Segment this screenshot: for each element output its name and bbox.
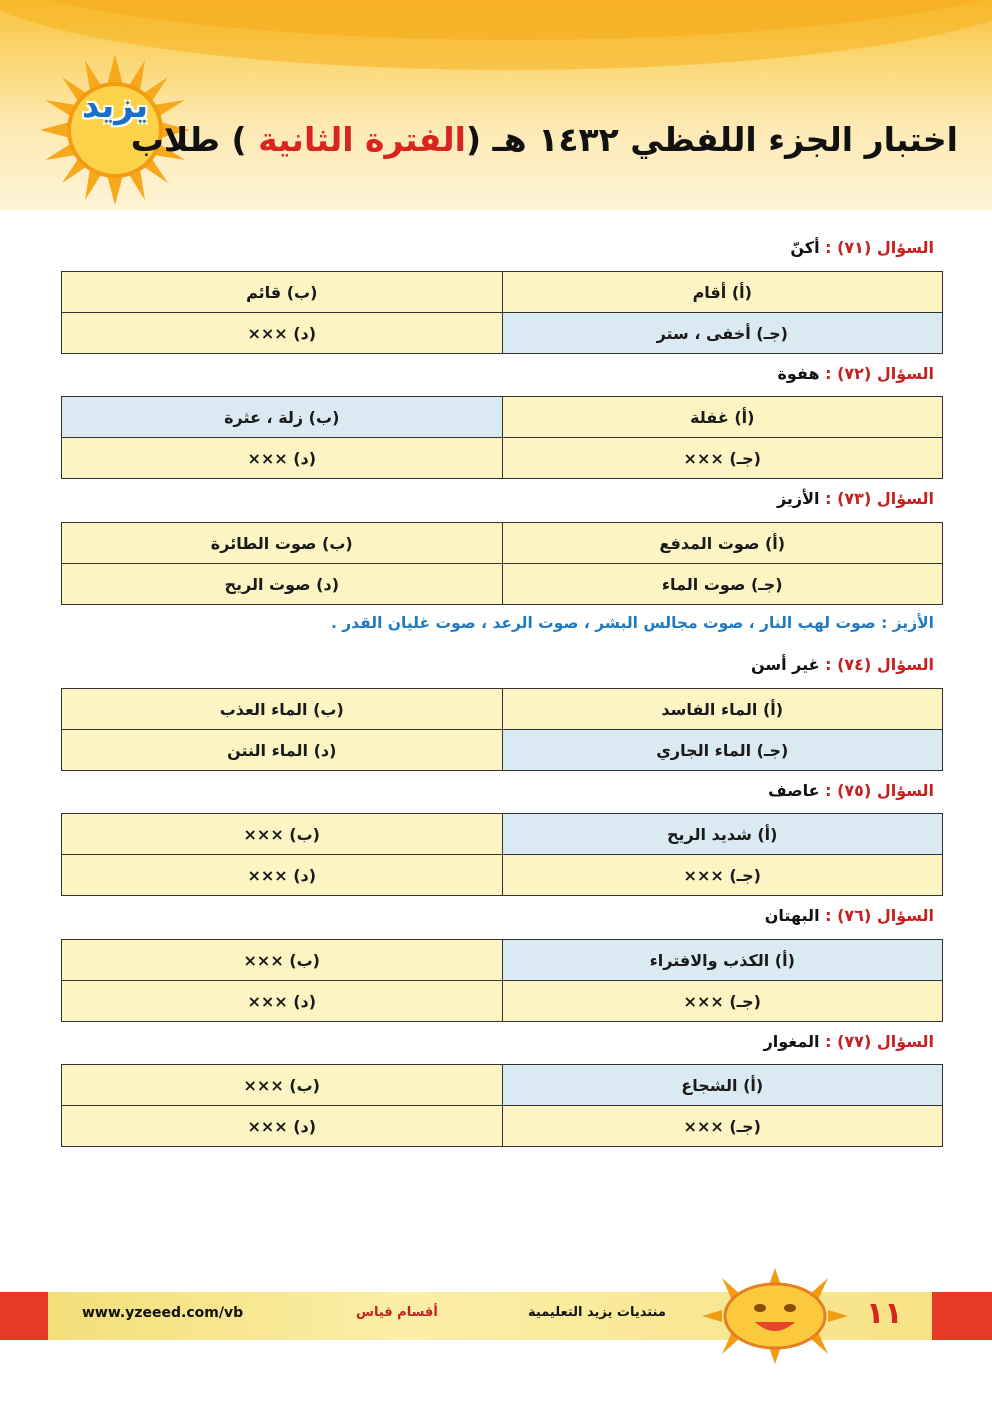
question-label: السؤال (٧٥) : عاصف [768, 781, 934, 800]
smiling-sun-icon [700, 1268, 850, 1364]
title-suffix: ) طلاب [130, 120, 259, 159]
options-table [61, 1064, 943, 1147]
option-c[interactable]: (جـ) ××× [502, 438, 943, 479]
page-number: ١١ [866, 1296, 903, 1331]
option-c[interactable]: (جـ) ××× [502, 1106, 943, 1147]
option-b[interactable]: (ب) زلة ، عثرة [62, 397, 503, 438]
option-b[interactable]: (ب) قائم [62, 272, 503, 313]
page-header [0, 0, 992, 210]
option-a[interactable]: (أ) غفلة [502, 397, 943, 438]
option-a[interactable]: (أ) الماء الفاسد [502, 689, 943, 730]
question-label: السؤال (٧٣) : الأزيز [776, 489, 934, 508]
option-b[interactable]: (ب) صوت الطائرة [62, 523, 503, 564]
explanation-note: الأزيز : صوت لهب النار ، صوت مجالس البشر ، صوت الرعد ، صوت غليان القدر . [330, 614, 934, 632]
page-footer [0, 1292, 992, 1340]
footer-red-block [0, 1292, 48, 1340]
question-label: السؤال (٧٤) : غير أسن [750, 655, 934, 674]
title-highlight: الفترة الثانية [258, 120, 466, 159]
option-a[interactable]: (أ) أقام [502, 272, 943, 313]
option-c[interactable]: (جـ) الماء الجاري [502, 730, 943, 771]
option-d[interactable]: (د) ××× [62, 981, 503, 1022]
option-c[interactable]: (جـ) ××× [502, 855, 943, 896]
option-b[interactable]: (ب) ××× [62, 1065, 503, 1106]
title-prefix: اختبار الجزء اللفظي ١٤٣٢ هـ ( [465, 120, 958, 159]
option-b[interactable]: (ب) ××× [62, 814, 503, 855]
option-b[interactable]: (ب) الماء العذب [62, 689, 503, 730]
option-d[interactable]: (د) ××× [62, 855, 503, 896]
option-a[interactable]: (أ) الكذب والافتراء [502, 940, 943, 981]
option-d[interactable]: (د) ××× [62, 1106, 503, 1147]
options-table [61, 396, 943, 479]
question-label: السؤال (٧٦) : البهتان [764, 906, 934, 925]
logo-text: يزيد [81, 86, 149, 126]
question-label: السؤال (٧١) : أكنّ [790, 238, 934, 257]
option-a[interactable]: (أ) الشجاع [502, 1065, 943, 1106]
page-title [130, 120, 958, 159]
options-table [61, 813, 943, 896]
option-b[interactable]: (ب) ××× [62, 940, 503, 981]
options-table [61, 522, 943, 605]
option-a[interactable]: (أ) صوت المدفع [502, 523, 943, 564]
footer-category: أقسام قياس [356, 1305, 438, 1320]
option-d[interactable]: (د) صوت الريح [62, 564, 503, 605]
options-table [61, 939, 943, 1022]
option-d[interactable]: (د) ××× [62, 438, 503, 479]
option-c[interactable]: (جـ) ××× [502, 981, 943, 1022]
option-d[interactable]: (د) الماء النتن [62, 730, 503, 771]
option-d[interactable]: (د) ××× [62, 313, 503, 354]
question-label: السؤال (٧٢) : هفوة [777, 364, 934, 383]
question-label: السؤال (٧٧) : المغوار [763, 1032, 934, 1051]
footer-forum-name: منتديات يزيد التعليمية [528, 1305, 666, 1320]
footer-red-block [932, 1292, 992, 1340]
footer-url[interactable]: www.yzeeed.com/vb [82, 1305, 244, 1321]
options-table [61, 271, 943, 354]
options-table [61, 688, 943, 771]
option-a[interactable]: (أ) شديد الريح [502, 814, 943, 855]
option-c[interactable]: (جـ) أخفى ، ستر [502, 313, 943, 354]
option-c[interactable]: (جـ) صوت الماء [502, 564, 943, 605]
